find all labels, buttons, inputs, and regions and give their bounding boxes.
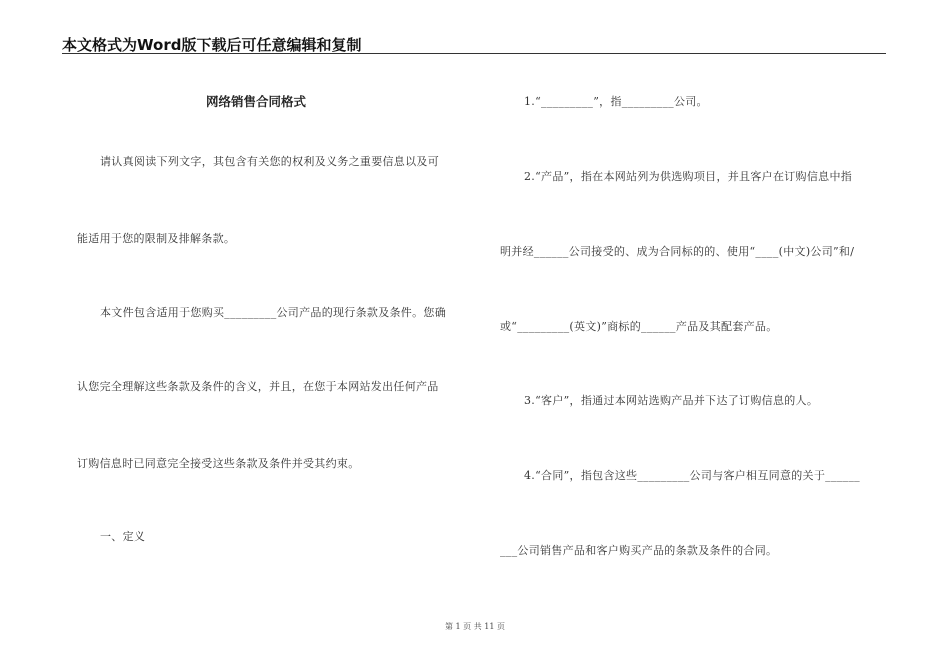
header-divider — [62, 53, 886, 54]
document-title: 网络销售合同格式 — [206, 94, 307, 109]
definition-item-continued: ___公司销售产品和客户购买产品的条款及条件的合同。 — [500, 544, 778, 557]
left-paragraph-line: 请认真阅读下列文字，其包含有关您的权利及义务之重要信息以及可 — [100, 155, 439, 168]
page-number: 第 1 页 共 11 页 — [445, 622, 505, 631]
download-banner: 本文格式为Word版下载后可任意编辑和复制 — [62, 36, 362, 54]
definition-item-continued: 或“_________(英文)”商标的______产品及其配套产品。 — [500, 320, 778, 333]
section-heading: 一、定义 — [100, 530, 146, 543]
left-paragraph-line: 本文件包含适用于您购买_________公司产品的现行条款及条件。您确 — [100, 306, 446, 319]
definition-item-continued: 明并经______公司接受的、成为合同标的的、使用“____(中文)公司”和/ — [500, 245, 855, 258]
left-paragraph-line: 能适用于您的限制及排解条款。 — [77, 232, 236, 245]
definition-item: 4.“合同”，指包含这些_________公司与客户相互同意的关于______ — [524, 469, 860, 482]
left-paragraph-line: 认您完全理解这些条款及条件的含义，并且，在您于本网站发出任何产品 — [77, 380, 439, 393]
definition-item: 2.“产品”，指在本网站列为供选购项目，并且客户在订购信息中指 — [524, 170, 853, 183]
definition-item: 1.“_________”，指_________公司。 — [524, 95, 708, 108]
definition-item: 3.“客户”，指通过本网站选购产品并下达了订购信息的人。 — [524, 394, 819, 407]
left-paragraph-line: 订购信息时已同意完全接受这些条款及条件并受其约束。 — [77, 457, 360, 470]
